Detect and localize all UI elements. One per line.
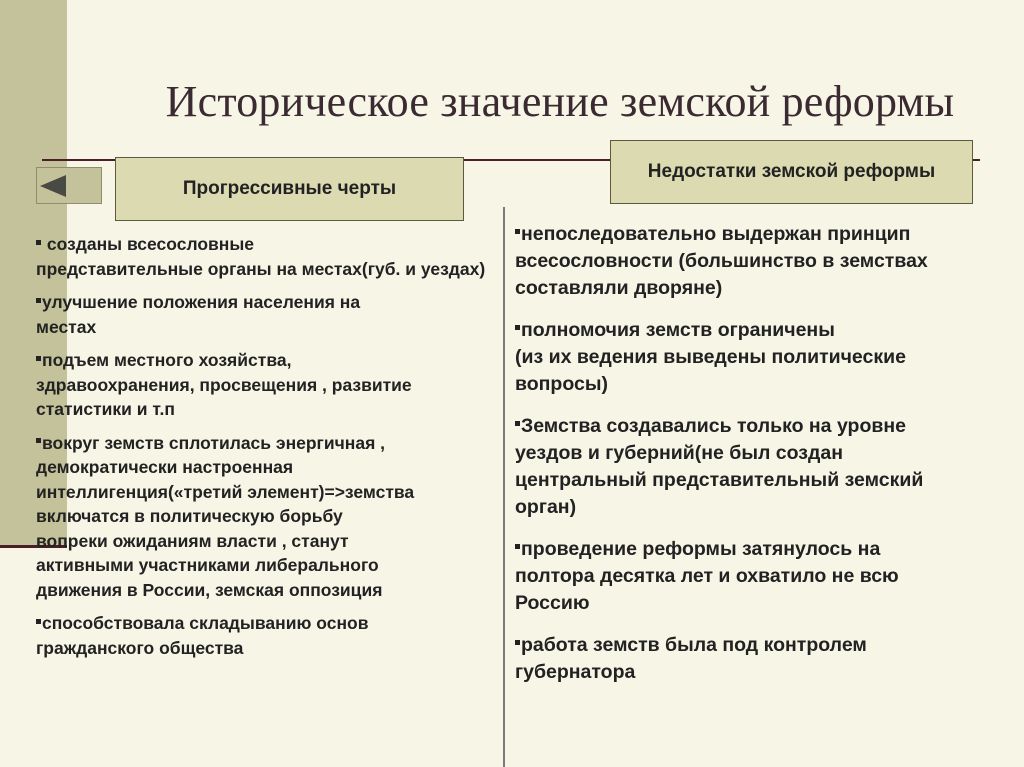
list-item-text: Земства создавались только на уровне уездов и губерний(не был создан центральный представительный земский орган)	[515, 415, 924, 518]
bullet-icon	[515, 544, 520, 549]
progressive-features-header: Прогрессивные черты	[115, 157, 464, 221]
list-item-text: работа земств была под контролем губернатора	[515, 634, 867, 683]
list-item-text: созданы всесословные представительные органы на местах(губ. и уездах)	[36, 234, 486, 279]
list-item-text: подъем местного хозяйства, здравоохранения, просвещения , развитие статистики и т.п	[36, 350, 412, 419]
bullet-icon	[36, 298, 41, 303]
list-item-text: улучшение положения населения на местах	[36, 292, 361, 337]
list-item	[36, 611, 502, 660]
list-item	[36, 431, 502, 603]
bullet-icon	[36, 356, 41, 361]
bullet-icon	[36, 240, 41, 245]
bullet-icon	[515, 325, 520, 330]
list-item-text: непоследовательно выдержан принцип всесословности (большинство в земствах составляли дворяне)	[515, 223, 928, 299]
list-item	[36, 232, 502, 281]
bullet-icon	[515, 421, 520, 426]
list-item	[515, 221, 1010, 302]
slide-title: Историческое значение земской реформы	[165, 77, 955, 126]
list-item-text: способствовала складыванию основ гражданского общества	[36, 613, 369, 658]
back-button[interactable]	[36, 167, 102, 204]
list-item-text: полномочия земств ограничены (из их ведения выведены политические вопросы)	[515, 319, 906, 395]
bullet-icon	[36, 619, 41, 624]
list-item	[36, 290, 502, 339]
shortcomings-header: Недостатки земской реформы	[610, 140, 973, 204]
list-item	[515, 413, 1010, 521]
list-item	[515, 536, 1010, 617]
column-divider	[503, 207, 505, 767]
list-item-text: проведение реформы затянулось на полтора десятка лет и охватило не всю Россию	[515, 538, 899, 614]
bullet-icon	[515, 640, 520, 645]
shortcomings-list	[515, 221, 1010, 701]
left-triangle-icon	[40, 175, 66, 197]
list-item	[515, 632, 1010, 686]
list-item-text: вокруг земств сплотилась энергичная , демократически настроенная интеллигенция(«третий элемент)=>земства включатся в политическую борьбу вопреки ожиданиям власти , станут активными участниками либерального движения в России, земская оппозиция	[36, 432, 415, 600]
list-item	[515, 317, 1010, 398]
list-item	[36, 348, 502, 422]
bullet-icon	[36, 438, 41, 443]
progressive-features-list	[36, 232, 502, 669]
bullet-icon	[515, 229, 520, 234]
